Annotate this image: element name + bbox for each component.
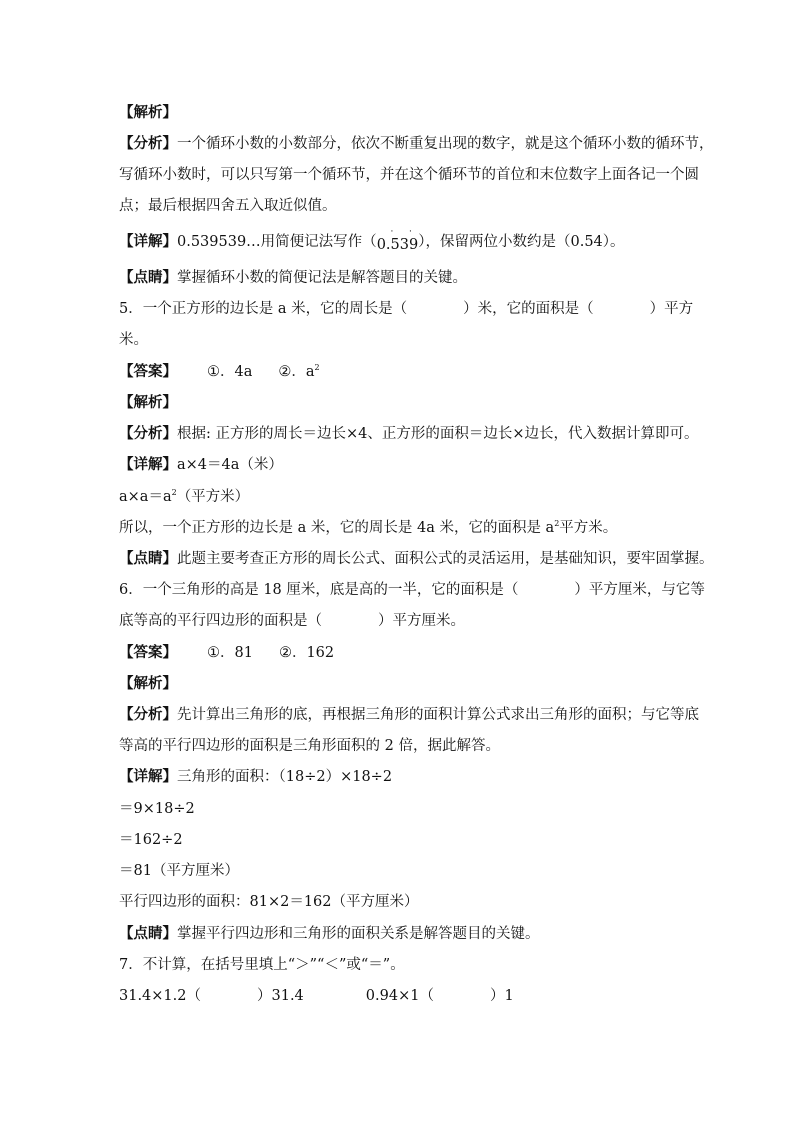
text: ）平方 [649,301,694,317]
calc-step: ＝162÷2 [119,832,183,848]
answer-line [119,643,334,663]
text: a×a＝a [119,489,172,505]
question-7-items [119,986,514,1006]
text: 31.4×1.2（ [119,988,201,1004]
paragraph-line: 写循环小数时，可以只写第一个循环节，并在这个循环节的首位和末位数字上面各记一个圆 [119,167,699,183]
text: 掌握循环小数的简便记法是解答题目的关键。 [177,270,467,286]
text: （平方米） [176,489,250,505]
remark-line [119,268,467,288]
repeat-dot: · [390,227,394,237]
tag-dianjing: 【点睛】 [119,925,177,942]
superscript: 2 [314,363,320,372]
detail-line [119,455,283,475]
tag-dianjing: 【点睛】 [119,269,177,286]
section-label-analysis: 【解析】 [119,394,177,411]
tag-xiangjie: 【详解】 [119,233,177,250]
text: a×4＝4a（米） [177,457,283,473]
remark-line [119,549,714,569]
question-6-cont [119,611,465,631]
section-label-analysis: 【解析】 [119,675,177,692]
tag-xiangjie: 【详解】 [119,456,177,473]
analysis-line [119,705,699,725]
text: 底等高的平行四边形的面积是（ [119,613,322,629]
detail-line [119,518,617,538]
text: 0.539539…用简便记法写作（ [177,234,377,250]
analysis-paragraph-line [119,134,714,154]
paragraph-line: 米。 [119,332,148,348]
answer-1: ①．4a [207,364,253,380]
remark-line [119,924,540,944]
text: 先计算出三角形的底，再根据三角形的面积计算公式求出三角形的面积；与它等底 [177,707,699,723]
question-7: 7．不计算，在括号里填上“＞”“＜”或“＝”。 [119,957,405,973]
text: ）31.4 [257,988,304,1004]
text: 掌握平行四边形和三角形的面积关系是解答题目的关键。 [177,926,540,942]
text: 平方米。 [559,520,618,536]
text: 根据: 正方形的周长＝边长×4、正方形的面积＝边长×边长，代入数据计算即可。 [177,426,699,442]
text: ）平方厘米。 [378,613,465,629]
tag-xiangjie: 【详解】 [119,768,177,785]
text: 6．一个三角形的高是 18 厘米，底是高的一半，它的面积是（ [119,582,519,598]
answer-1: ①．81 [207,645,253,661]
section-label-analysis: 【解析】 [119,104,177,121]
analysis-line [119,424,699,444]
answer-2: ②．162 [278,645,335,661]
text: 一个循环小数的小数部分，依次不断重复出现的数字，就是这个循环小数的循环节， [177,136,714,152]
paragraph-line: 点；最后根据四舍五入取近似值。 [119,198,337,214]
repeating-decimal [376,227,419,253]
tag-fenxi: 【分析】 [119,425,177,442]
tag-fenxi: 【分析】 [119,706,177,723]
text: ）1 [489,988,514,1004]
text: 三角形的面积：（18÷2）×18÷2 [177,769,393,785]
text: 此题主要考查正方形的周长公式、面积公式的灵活运用，是基础知识，要牢固掌握。 [177,551,714,567]
answer-line [119,362,320,382]
paragraph-line: 等高的平行四边形的面积是三角形面积的 2 倍，据此解答。 [119,738,500,754]
digit: 3 [399,237,409,253]
tag-dianjing: 【点睛】 [119,550,177,567]
tag-daan: 【答案】 [119,644,177,661]
detail-line [119,227,625,253]
superscript: 2 [171,488,177,497]
text: 0.94×1（ [365,988,434,1004]
repeat-dot: · [409,227,412,237]
detail-line [119,767,392,787]
text: ）平方厘米，与它等 [574,582,705,598]
text: 5．一个正方形的边长是 a 米，它的周长是（ [119,301,408,317]
digit: 5 [390,237,400,253]
question-5 [119,299,693,319]
dotted-digit [390,227,400,255]
question-6 [119,580,705,600]
tag-fenxi: 【分析】 [119,135,177,152]
tag-daan: 【答案】 [119,363,177,380]
answer-2-base: ②．a [278,364,315,380]
superscript: 2 [554,519,560,528]
text: ）米，它的面积是（ [463,301,594,317]
answer-2 [278,364,319,380]
calc-step: ＝9×18÷2 [119,801,195,817]
text: ），保留两位小数约是（0.54）。 [418,234,625,250]
dotted-digit [409,227,419,255]
detail-line [119,487,249,507]
text: 所以，一个正方形的边长是 a 米，它的周长是 4a 米，它的面积是 a [119,520,555,536]
calc-step: ＝81（平方厘米） [119,863,239,879]
digit: 9 [409,237,419,253]
calc-step: 平行四边形的面积：81×2＝162（平方厘米） [119,894,419,910]
digits: 0. [376,237,391,253]
